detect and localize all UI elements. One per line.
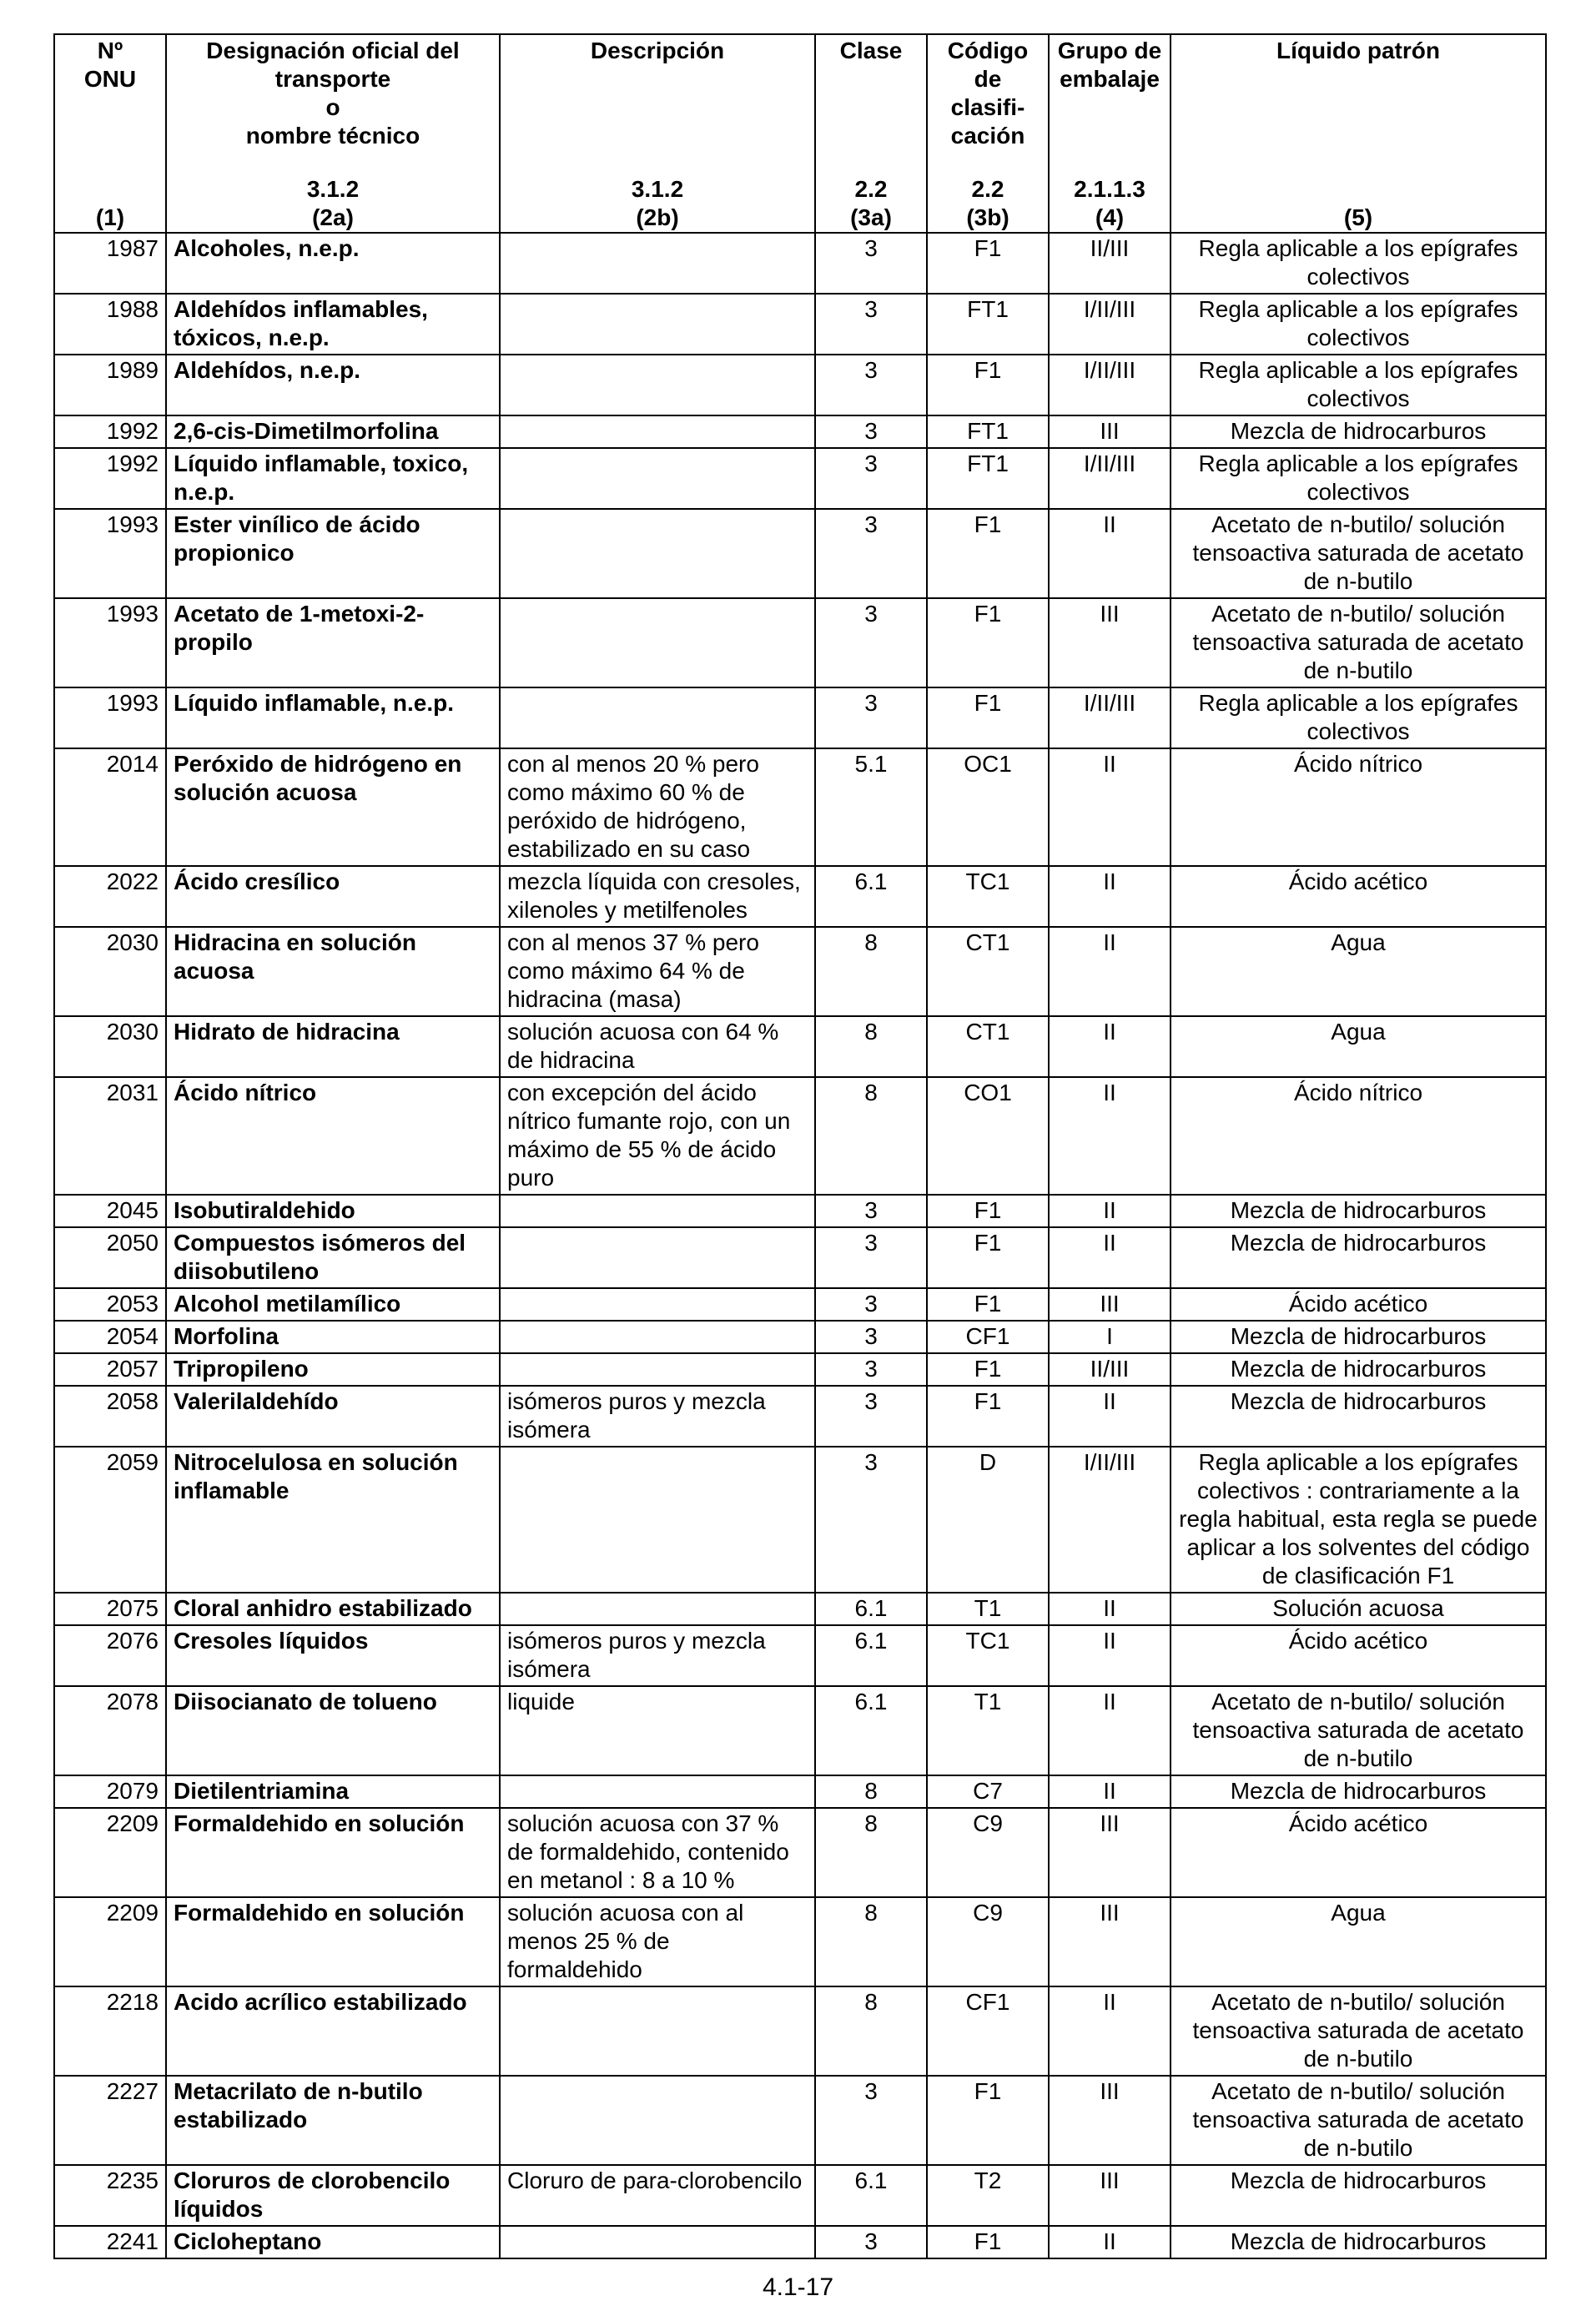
cell-name: Aldehídos, n.e.p. — [166, 355, 500, 415]
table-row — [54, 866, 1546, 927]
cell-onu: 2209 — [54, 1897, 166, 1986]
table-row — [54, 687, 1546, 748]
column-header-title-line: ONU — [83, 66, 137, 92]
column-ref-pg — [1049, 175, 1171, 233]
cell-liq: Mezcla de hidrocarburos — [1171, 2226, 1546, 2258]
table-row — [54, 927, 1546, 1016]
cell-liq: Acetato de n-butilo/ solución tensoactiva saturada de acetato de n-butilo — [1171, 1686, 1546, 1775]
cell-pg: II — [1049, 866, 1171, 927]
column-number: (3a) — [850, 204, 892, 230]
cell-liq: Regla aplicable a los epígrafes colectivos — [1171, 233, 1546, 294]
cell-onu: 2079 — [54, 1775, 166, 1808]
cell-code: TC1 — [927, 1625, 1049, 1686]
cell-liq: Ácido acético — [1171, 1808, 1546, 1897]
cell-pg: II — [1049, 927, 1171, 1016]
cell-pg: I/II/III — [1049, 294, 1171, 355]
cell-desc: con excepción del ácido nítrico fumante rojo, con un máximo de 55 % de ácido puro — [500, 1077, 815, 1195]
cell-cls: 3 — [815, 1353, 927, 1386]
cell-cls: 5.1 — [815, 748, 927, 866]
column-header-title-line: Grupo de — [1057, 38, 1162, 63]
cell-liq: Mezcla de hidrocarburos — [1171, 415, 1546, 448]
cell-name: Cloruros de clorobencilo líquidos — [166, 2165, 500, 2226]
column-ref-liq — [1171, 175, 1546, 233]
column-header-name — [166, 34, 500, 175]
cell-cls: 8 — [815, 1775, 927, 1808]
cell-cls: 6.1 — [815, 1593, 927, 1625]
cell-cls: 3 — [815, 1227, 927, 1288]
column-header-title-line: Código — [947, 38, 1029, 63]
column-number: (4) — [1095, 204, 1125, 230]
cell-name: Hidrato de hidracina — [166, 1016, 500, 1077]
cell-pg: II — [1049, 1195, 1171, 1227]
column-header-title-line: Clase — [839, 38, 903, 63]
column-ref-name — [166, 175, 500, 233]
column-number: (3b) — [966, 204, 1009, 230]
cell-onu: 1993 — [54, 598, 166, 687]
table-row — [54, 1353, 1546, 1386]
cell-liq: Regla aplicable a los epígrafes colectivos — [1171, 355, 1546, 415]
cell-name: Compuestos isómeros del diisobutileno — [166, 1227, 500, 1288]
cell-cls: 3 — [815, 294, 927, 355]
table-row — [54, 415, 1546, 448]
table-row — [54, 748, 1546, 866]
cell-name: Diisocianato de tolueno — [166, 1686, 500, 1775]
cell-onu: 1993 — [54, 509, 166, 598]
cell-desc — [500, 1593, 815, 1625]
table-row — [54, 1625, 1546, 1686]
column-header-pg — [1049, 34, 1171, 175]
cell-cls: 3 — [815, 1288, 927, 1321]
cell-liq: Agua — [1171, 927, 1546, 1016]
cell-pg: I/II/III — [1049, 1447, 1171, 1593]
cell-code: F1 — [927, 687, 1049, 748]
cell-liq: Mezcla de hidrocarburos — [1171, 1321, 1546, 1353]
cell-cls: 3 — [815, 448, 927, 509]
cell-desc — [500, 687, 815, 748]
column-header-code — [927, 34, 1049, 175]
cell-code: C7 — [927, 1775, 1049, 1808]
cell-pg: III — [1049, 1808, 1171, 1897]
cell-name: Ácido cresílico — [166, 866, 500, 927]
column-ref-code — [927, 175, 1049, 233]
table-row — [54, 1686, 1546, 1775]
table-row — [54, 1593, 1546, 1625]
table-row — [54, 1077, 1546, 1195]
table-row — [54, 1775, 1546, 1808]
cell-desc — [500, 1321, 815, 1353]
cell-code: F1 — [927, 1353, 1049, 1386]
page-number: 4.1-17 — [762, 2273, 834, 2301]
cell-onu: 2059 — [54, 1447, 166, 1593]
cell-liq: Mezcla de hidrocarburos — [1171, 1227, 1546, 1288]
column-header-onu — [54, 34, 166, 175]
column-header-title-line: Descripción — [590, 38, 725, 63]
column-header-title-line: o — [325, 94, 340, 120]
cell-liq: Mezcla de hidrocarburos — [1171, 2165, 1546, 2226]
column-ref-cls — [815, 175, 927, 233]
table-row — [54, 2165, 1546, 2226]
table-row — [54, 2076, 1546, 2165]
cell-liq: Acetato de n-butilo/ solución tensoactiva saturada de acetato de n-butilo — [1171, 598, 1546, 687]
cell-liq: Regla aplicable a los epígrafes colectivos — [1171, 687, 1546, 748]
cell-cls: 3 — [815, 233, 927, 294]
cell-code: C9 — [927, 1897, 1049, 1986]
cell-onu: 2030 — [54, 927, 166, 1016]
cell-desc — [500, 233, 815, 294]
cell-liq: Agua — [1171, 1016, 1546, 1077]
cell-liq: Regla aplicable a los epígrafes colectivos — [1171, 294, 1546, 355]
cell-liq: Regla aplicable a los epígrafes colectivos — [1171, 448, 1546, 509]
table-row — [54, 1227, 1546, 1288]
cell-desc — [500, 1447, 815, 1593]
cell-desc: Cloruro de para-clorobencilo — [500, 2165, 815, 2226]
cell-code: CF1 — [927, 1321, 1049, 1353]
column-header-title-line: nombre técnico — [245, 123, 420, 149]
cell-onu: 1987 — [54, 233, 166, 294]
cell-name: Acido acrílico estabilizado — [166, 1986, 500, 2076]
cell-onu: 2045 — [54, 1195, 166, 1227]
cell-desc: isómeros puros y mezcla isómera — [500, 1625, 815, 1686]
column-section-ref — [1176, 175, 1540, 204]
column-ref-onu — [54, 175, 166, 233]
cell-liq: Solución acuosa — [1171, 1593, 1546, 1625]
cell-onu: 2057 — [54, 1353, 166, 1386]
cell-name: Ácido nítrico — [166, 1077, 500, 1195]
cell-code: T1 — [927, 1593, 1049, 1625]
cell-name: Cresoles líquidos — [166, 1625, 500, 1686]
cell-onu: 1992 — [54, 415, 166, 448]
cell-code: CT1 — [927, 1016, 1049, 1077]
cell-cls: 8 — [815, 1808, 927, 1897]
cell-liq: Ácido nítrico — [1171, 748, 1546, 866]
cell-name: Líquido inflamable, toxico, n.e.p. — [166, 448, 500, 509]
cell-name: Formaldehido en solución — [166, 1897, 500, 1986]
cell-name: Isobutiraldehido — [166, 1195, 500, 1227]
table-row — [54, 448, 1546, 509]
cell-cls: 6.1 — [815, 2165, 927, 2226]
cell-cls: 6.1 — [815, 1686, 927, 1775]
column-number: (2b) — [636, 204, 679, 230]
column-header-title-line: Nº — [97, 38, 123, 63]
cell-pg: II — [1049, 1077, 1171, 1195]
cell-name: Ester vinílico de ácido propionico — [166, 509, 500, 598]
cell-onu: 2050 — [54, 1227, 166, 1288]
cell-cls: 3 — [815, 1447, 927, 1593]
cell-pg: III — [1049, 598, 1171, 687]
column-section-ref — [60, 175, 160, 204]
cell-onu: 1993 — [54, 687, 166, 748]
cell-liq: Mezcla de hidrocarburos — [1171, 1386, 1546, 1447]
cell-desc — [500, 509, 815, 598]
column-ref-desc — [500, 175, 815, 233]
document-page — [53, 33, 1545, 2259]
table-header — [54, 34, 1546, 233]
cell-code: FT1 — [927, 415, 1049, 448]
table-row — [54, 233, 1546, 294]
cell-name: Hidracina en solución acuosa — [166, 927, 500, 1016]
cell-onu: 2078 — [54, 1686, 166, 1775]
cell-onu: 2227 — [54, 2076, 166, 2165]
cell-onu: 2054 — [54, 1321, 166, 1353]
cell-desc — [500, 1227, 815, 1288]
cell-desc — [500, 1353, 815, 1386]
cell-code: F1 — [927, 1288, 1049, 1321]
cell-pg: II — [1049, 1986, 1171, 2076]
cell-pg: III — [1049, 2165, 1171, 2226]
cell-code: CF1 — [927, 1986, 1049, 2076]
cell-onu: 2209 — [54, 1808, 166, 1897]
cell-liq: Regla aplicable a los epígrafes colectivos : contrariamente a la regla habitual, esta regla se puede aplicar a los solventes del código de clasificación F1 — [1171, 1447, 1546, 1593]
cell-liq: Mezcla de hidrocarburos — [1171, 1775, 1546, 1808]
cell-code: CT1 — [927, 927, 1049, 1016]
cell-pg: II — [1049, 1016, 1171, 1077]
cell-liq: Ácido acético — [1171, 866, 1546, 927]
table-row — [54, 294, 1546, 355]
cell-cls: 8 — [815, 1016, 927, 1077]
cell-onu: 2030 — [54, 1016, 166, 1077]
cell-cls: 6.1 — [815, 866, 927, 927]
cell-pg: II — [1049, 1686, 1171, 1775]
cell-cls: 3 — [815, 1195, 927, 1227]
cell-name: Líquido inflamable, n.e.p. — [166, 687, 500, 748]
cell-liq: Ácido acético — [1171, 1625, 1546, 1686]
column-section-ref: 3.1.2 — [631, 176, 684, 202]
cell-pg: II — [1049, 509, 1171, 598]
table-row — [54, 355, 1546, 415]
column-header-title-line: clasifi- — [950, 94, 1025, 120]
cell-name: Acetato de 1-metoxi-2-propilo — [166, 598, 500, 687]
cell-pg: I/II/III — [1049, 355, 1171, 415]
cell-desc: mezcla líquida con cresoles, xilenoles y metilfenoles — [500, 866, 815, 927]
cell-name: Metacrilato de n-butilo estabilizado — [166, 2076, 500, 2165]
cell-name: Cicloheptano — [166, 2226, 500, 2258]
column-header-liq — [1171, 34, 1546, 175]
cell-pg: II/III — [1049, 1353, 1171, 1386]
table-row — [54, 598, 1546, 687]
cell-onu: 1988 — [54, 294, 166, 355]
standard-liquids-table — [53, 33, 1547, 2259]
table-row — [54, 1808, 1546, 1897]
column-number: (5) — [1343, 204, 1373, 230]
cell-code: FT1 — [927, 448, 1049, 509]
cell-liq: Acetato de n-butilo/ solución tensoactiva saturada de acetato de n-butilo — [1171, 509, 1546, 598]
cell-cls: 3 — [815, 1321, 927, 1353]
cell-name: Morfolina — [166, 1321, 500, 1353]
cell-code: FT1 — [927, 294, 1049, 355]
cell-pg: III — [1049, 1288, 1171, 1321]
cell-cls: 3 — [815, 415, 927, 448]
cell-code: CO1 — [927, 1077, 1049, 1195]
cell-desc: isómeros puros y mezcla isómera — [500, 1386, 815, 1447]
cell-pg: II — [1049, 1593, 1171, 1625]
cell-desc — [500, 355, 815, 415]
cell-liq: Mezcla de hidrocarburos — [1171, 1195, 1546, 1227]
cell-pg: II — [1049, 1227, 1171, 1288]
table-row — [54, 2226, 1546, 2258]
cell-desc — [500, 1775, 815, 1808]
cell-code: F1 — [927, 509, 1049, 598]
table-row — [54, 1986, 1546, 2076]
cell-cls: 3 — [815, 355, 927, 415]
cell-name: Nitrocelulosa en solución inflamable — [166, 1447, 500, 1593]
table-row — [54, 1386, 1546, 1447]
column-header-title-line: Designación oficial del — [206, 38, 460, 63]
cell-onu: 2058 — [54, 1386, 166, 1447]
cell-cls: 8 — [815, 1077, 927, 1195]
cell-code: F1 — [927, 355, 1049, 415]
column-section-ref: 3.1.2 — [306, 176, 360, 202]
cell-desc: solución acuosa con al menos 25 % de formaldehido — [500, 1897, 815, 1986]
cell-pg: III — [1049, 1897, 1171, 1986]
cell-code: D — [927, 1447, 1049, 1593]
cell-pg: II — [1049, 1625, 1171, 1686]
cell-code: T2 — [927, 2165, 1049, 2226]
cell-cls: 8 — [815, 1897, 927, 1986]
column-header-title-line: cación — [950, 123, 1025, 149]
cell-liq: Agua — [1171, 1897, 1546, 1986]
column-header-desc — [500, 34, 815, 175]
cell-liq: Ácido nítrico — [1171, 1077, 1546, 1195]
cell-name: Cloral anhidro estabilizado — [166, 1593, 500, 1625]
column-number: (2a) — [312, 204, 354, 230]
cell-cls: 3 — [815, 509, 927, 598]
cell-code: F1 — [927, 1386, 1049, 1447]
cell-cls: 3 — [815, 687, 927, 748]
cell-name: Dietilentriamina — [166, 1775, 500, 1808]
cell-desc: con al menos 37 % pero como máximo 64 % de hidracina (masa) — [500, 927, 815, 1016]
cell-pg: III — [1049, 2076, 1171, 2165]
cell-onu: 2076 — [54, 1625, 166, 1686]
table-row — [54, 1897, 1546, 1986]
cell-code: F1 — [927, 598, 1049, 687]
cell-desc — [500, 415, 815, 448]
cell-onu: 2014 — [54, 748, 166, 866]
cell-onu: 1989 — [54, 355, 166, 415]
table-row — [54, 509, 1546, 598]
cell-pg: II — [1049, 2226, 1171, 2258]
cell-code: F1 — [927, 233, 1049, 294]
cell-code: F1 — [927, 1195, 1049, 1227]
cell-code: OC1 — [927, 748, 1049, 866]
table-row — [54, 1321, 1546, 1353]
cell-name: Formaldehido en solución — [166, 1808, 500, 1897]
cell-onu: 2218 — [54, 1986, 166, 2076]
cell-desc — [500, 294, 815, 355]
table-body — [54, 233, 1546, 2258]
cell-code: T1 — [927, 1686, 1049, 1775]
cell-desc: liquide — [500, 1686, 815, 1775]
cell-code: F1 — [927, 2226, 1049, 2258]
cell-onu: 2053 — [54, 1288, 166, 1321]
cell-pg: I — [1049, 1321, 1171, 1353]
cell-pg: II — [1049, 1775, 1171, 1808]
cell-liq: Acetato de n-butilo/ solución tensoactiva saturada de acetato de n-butilo — [1171, 2076, 1546, 2165]
cell-cls: 3 — [815, 2076, 927, 2165]
cell-desc — [500, 1288, 815, 1321]
column-header-title-line: Líquido patrón — [1276, 38, 1440, 63]
cell-cls: 3 — [815, 598, 927, 687]
cell-onu: 2031 — [54, 1077, 166, 1195]
cell-desc — [500, 2226, 815, 2258]
cell-onu: 2075 — [54, 1593, 166, 1625]
cell-name: Valerilaldehído — [166, 1386, 500, 1447]
column-header-cls — [815, 34, 927, 175]
cell-desc — [500, 1195, 815, 1227]
cell-code: C9 — [927, 1808, 1049, 1897]
cell-code: F1 — [927, 1227, 1049, 1288]
cell-pg: I/II/III — [1049, 448, 1171, 509]
cell-name: Alcoholes, n.e.p. — [166, 233, 500, 294]
column-number: (1) — [95, 204, 125, 230]
cell-desc: solución acuosa con 37 % de formaldehido, contenido en metanol : 8 a 10 % — [500, 1808, 815, 1897]
cell-pg: II/III — [1049, 233, 1171, 294]
cell-onu: 2235 — [54, 2165, 166, 2226]
cell-code: TC1 — [927, 866, 1049, 927]
cell-cls: 8 — [815, 1986, 927, 2076]
cell-name: Peróxido de hidrógeno en solución acuosa — [166, 748, 500, 866]
cell-liq: Ácido acético — [1171, 1288, 1546, 1321]
table-row — [54, 1288, 1546, 1321]
cell-cls: 8 — [815, 927, 927, 1016]
cell-onu: 2241 — [54, 2226, 166, 2258]
cell-desc — [500, 448, 815, 509]
cell-onu: 2022 — [54, 866, 166, 927]
cell-name: Tripropileno — [166, 1353, 500, 1386]
cell-pg: II — [1049, 1386, 1171, 1447]
column-header-title-line: de — [974, 66, 1002, 92]
cell-name: Alcohol metilamílico — [166, 1288, 500, 1321]
table-row — [54, 1016, 1546, 1077]
cell-desc: con al menos 20 % pero como máximo 60 % de peróxido de hidrógeno, estabilizado en su caso — [500, 748, 815, 866]
cell-pg: III — [1049, 415, 1171, 448]
column-header-title-line: transporte — [274, 66, 391, 92]
cell-desc — [500, 598, 815, 687]
column-section-ref: 2.1.1.3 — [1074, 176, 1145, 202]
column-section-ref: 2.2 — [971, 176, 1004, 202]
cell-liq: Acetato de n-butilo/ solución tensoactiva saturada de acetato de n-butilo — [1171, 1986, 1546, 2076]
cell-desc: solución acuosa con 64 % de hidracina — [500, 1016, 815, 1077]
cell-name: 2,6-cis-Dimetilmorfolina — [166, 415, 500, 448]
cell-cls: 3 — [815, 1386, 927, 1447]
cell-pg: II — [1049, 748, 1171, 866]
cell-cls: 3 — [815, 2226, 927, 2258]
table-row — [54, 1447, 1546, 1593]
cell-liq: Mezcla de hidrocarburos — [1171, 1353, 1546, 1386]
cell-desc — [500, 2076, 815, 2165]
cell-code: F1 — [927, 2076, 1049, 2165]
cell-name: Aldehídos inflamables, tóxicos, n.e.p. — [166, 294, 500, 355]
column-header-title-line: embalaje — [1060, 66, 1160, 92]
table-row — [54, 1195, 1546, 1227]
cell-cls: 6.1 — [815, 1625, 927, 1686]
cell-desc — [500, 1986, 815, 2076]
cell-pg: I/II/III — [1049, 687, 1171, 748]
cell-onu: 1992 — [54, 448, 166, 509]
column-section-ref: 2.2 — [854, 176, 888, 202]
